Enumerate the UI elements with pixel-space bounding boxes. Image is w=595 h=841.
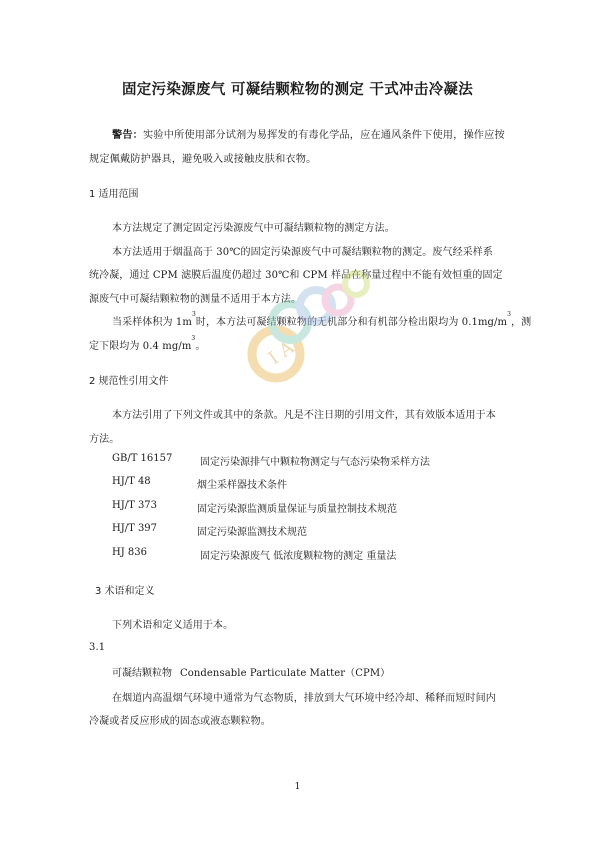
reference-code: HJ/T 373 bbox=[112, 500, 158, 511]
reference-title: 固定污染源排气中颗粒物测定与气态污染物采样方法 bbox=[200, 457, 430, 468]
section-1-heading: 1 适用范围 bbox=[89, 189, 139, 200]
section-1-paragraph-3-line-1: 当采样体积为 $1m^3$时，本方法可凝结颗粒物的无机部分和有机部分检出限均为 $0.1mg/m^3$，测 bbox=[112, 311, 532, 328]
section-1-paragraph-2-line-2: 统冷凝，通过 CPM 滤膜后温度仍超过 30℃和 CPM 样品在称量过程中不能有效恒重的固定 bbox=[89, 270, 503, 281]
reference-title: 固定污染源监测质量保证与质量控制技术规范 bbox=[197, 504, 397, 515]
term-name-chinese: 可凝结颗粒物 bbox=[112, 668, 172, 679]
reference-code: GB/T 16157 bbox=[112, 453, 173, 464]
warning-line-1: 警告：实验中所使用部分试剂为易挥发的有毒化学品，应在通风条件下使用，操作应按 bbox=[112, 130, 505, 141]
term-definition-line-1: 在烟道内高温烟气环境中通常为气态物质，排放到大气环境中经冷却、稀释而短时间内 bbox=[112, 693, 496, 704]
term-definition-line-2: 冷凝或者反应形成的固态或液态颗粒物。 bbox=[89, 716, 271, 727]
term-number: 3.1 bbox=[89, 642, 106, 653]
watermark-letter: I A bbox=[264, 337, 299, 370]
section-1-paragraph-1: 本方法规定了测定固定污染源废气中可凝结颗粒物的测定方法。 bbox=[112, 223, 395, 234]
section-3-heading: 3 术语和定义 bbox=[95, 586, 155, 597]
reference-title: 固定污染源废气 低浓度颗粒物的测定 重量法 bbox=[200, 551, 397, 562]
section-2-paragraph-line-2: 方法。 bbox=[89, 434, 120, 445]
reference-code: HJ/T 48 bbox=[112, 476, 151, 487]
section-3-paragraph: 下列术语和定义适用于本。 bbox=[112, 620, 234, 631]
page-number: 1 bbox=[294, 782, 301, 792]
section-1-paragraph-2-line-1: 本方法适用于烟温高于 30℃的固定污染源废气中可凝结颗粒物的测定。废气经采样系 bbox=[112, 247, 493, 258]
term-name-english: Condensable Particulate Matter（CPM） bbox=[180, 668, 391, 679]
reference-code: HJ/T 397 bbox=[112, 523, 158, 534]
section-2-paragraph-line-1: 本方法引用了下列文件或其中的条款。凡是不注日期的引用文件，其有效版本适用于本 bbox=[112, 410, 496, 421]
iacloud-watermark-logo bbox=[238, 262, 378, 392]
reference-code: HJ 836 bbox=[112, 547, 147, 558]
document-title: 固定污染源废气 可凝结颗粒物的测定 干式冲击冷凝法 bbox=[121, 82, 474, 98]
warning-label: 警告： bbox=[112, 130, 144, 141]
watermark-ring bbox=[345, 273, 367, 295]
warning-line-2: 规定佩戴防护器具，避免吸入或接触皮肤和衣物。 bbox=[89, 154, 317, 165]
section-2-heading: 2 规范性引用文件 bbox=[89, 376, 169, 387]
section-1-paragraph-2-line-3: 源废气中可凝结颗粒物的测量不适用于本方法。 bbox=[89, 294, 302, 305]
section-1-paragraph-3-line-2: 定下限均为 0.4 $mg/m^3$。 bbox=[89, 335, 206, 352]
reference-title: 烟尘采样器技术条件 bbox=[197, 480, 287, 491]
reference-title: 固定污染源监测技术规范 bbox=[197, 527, 307, 538]
